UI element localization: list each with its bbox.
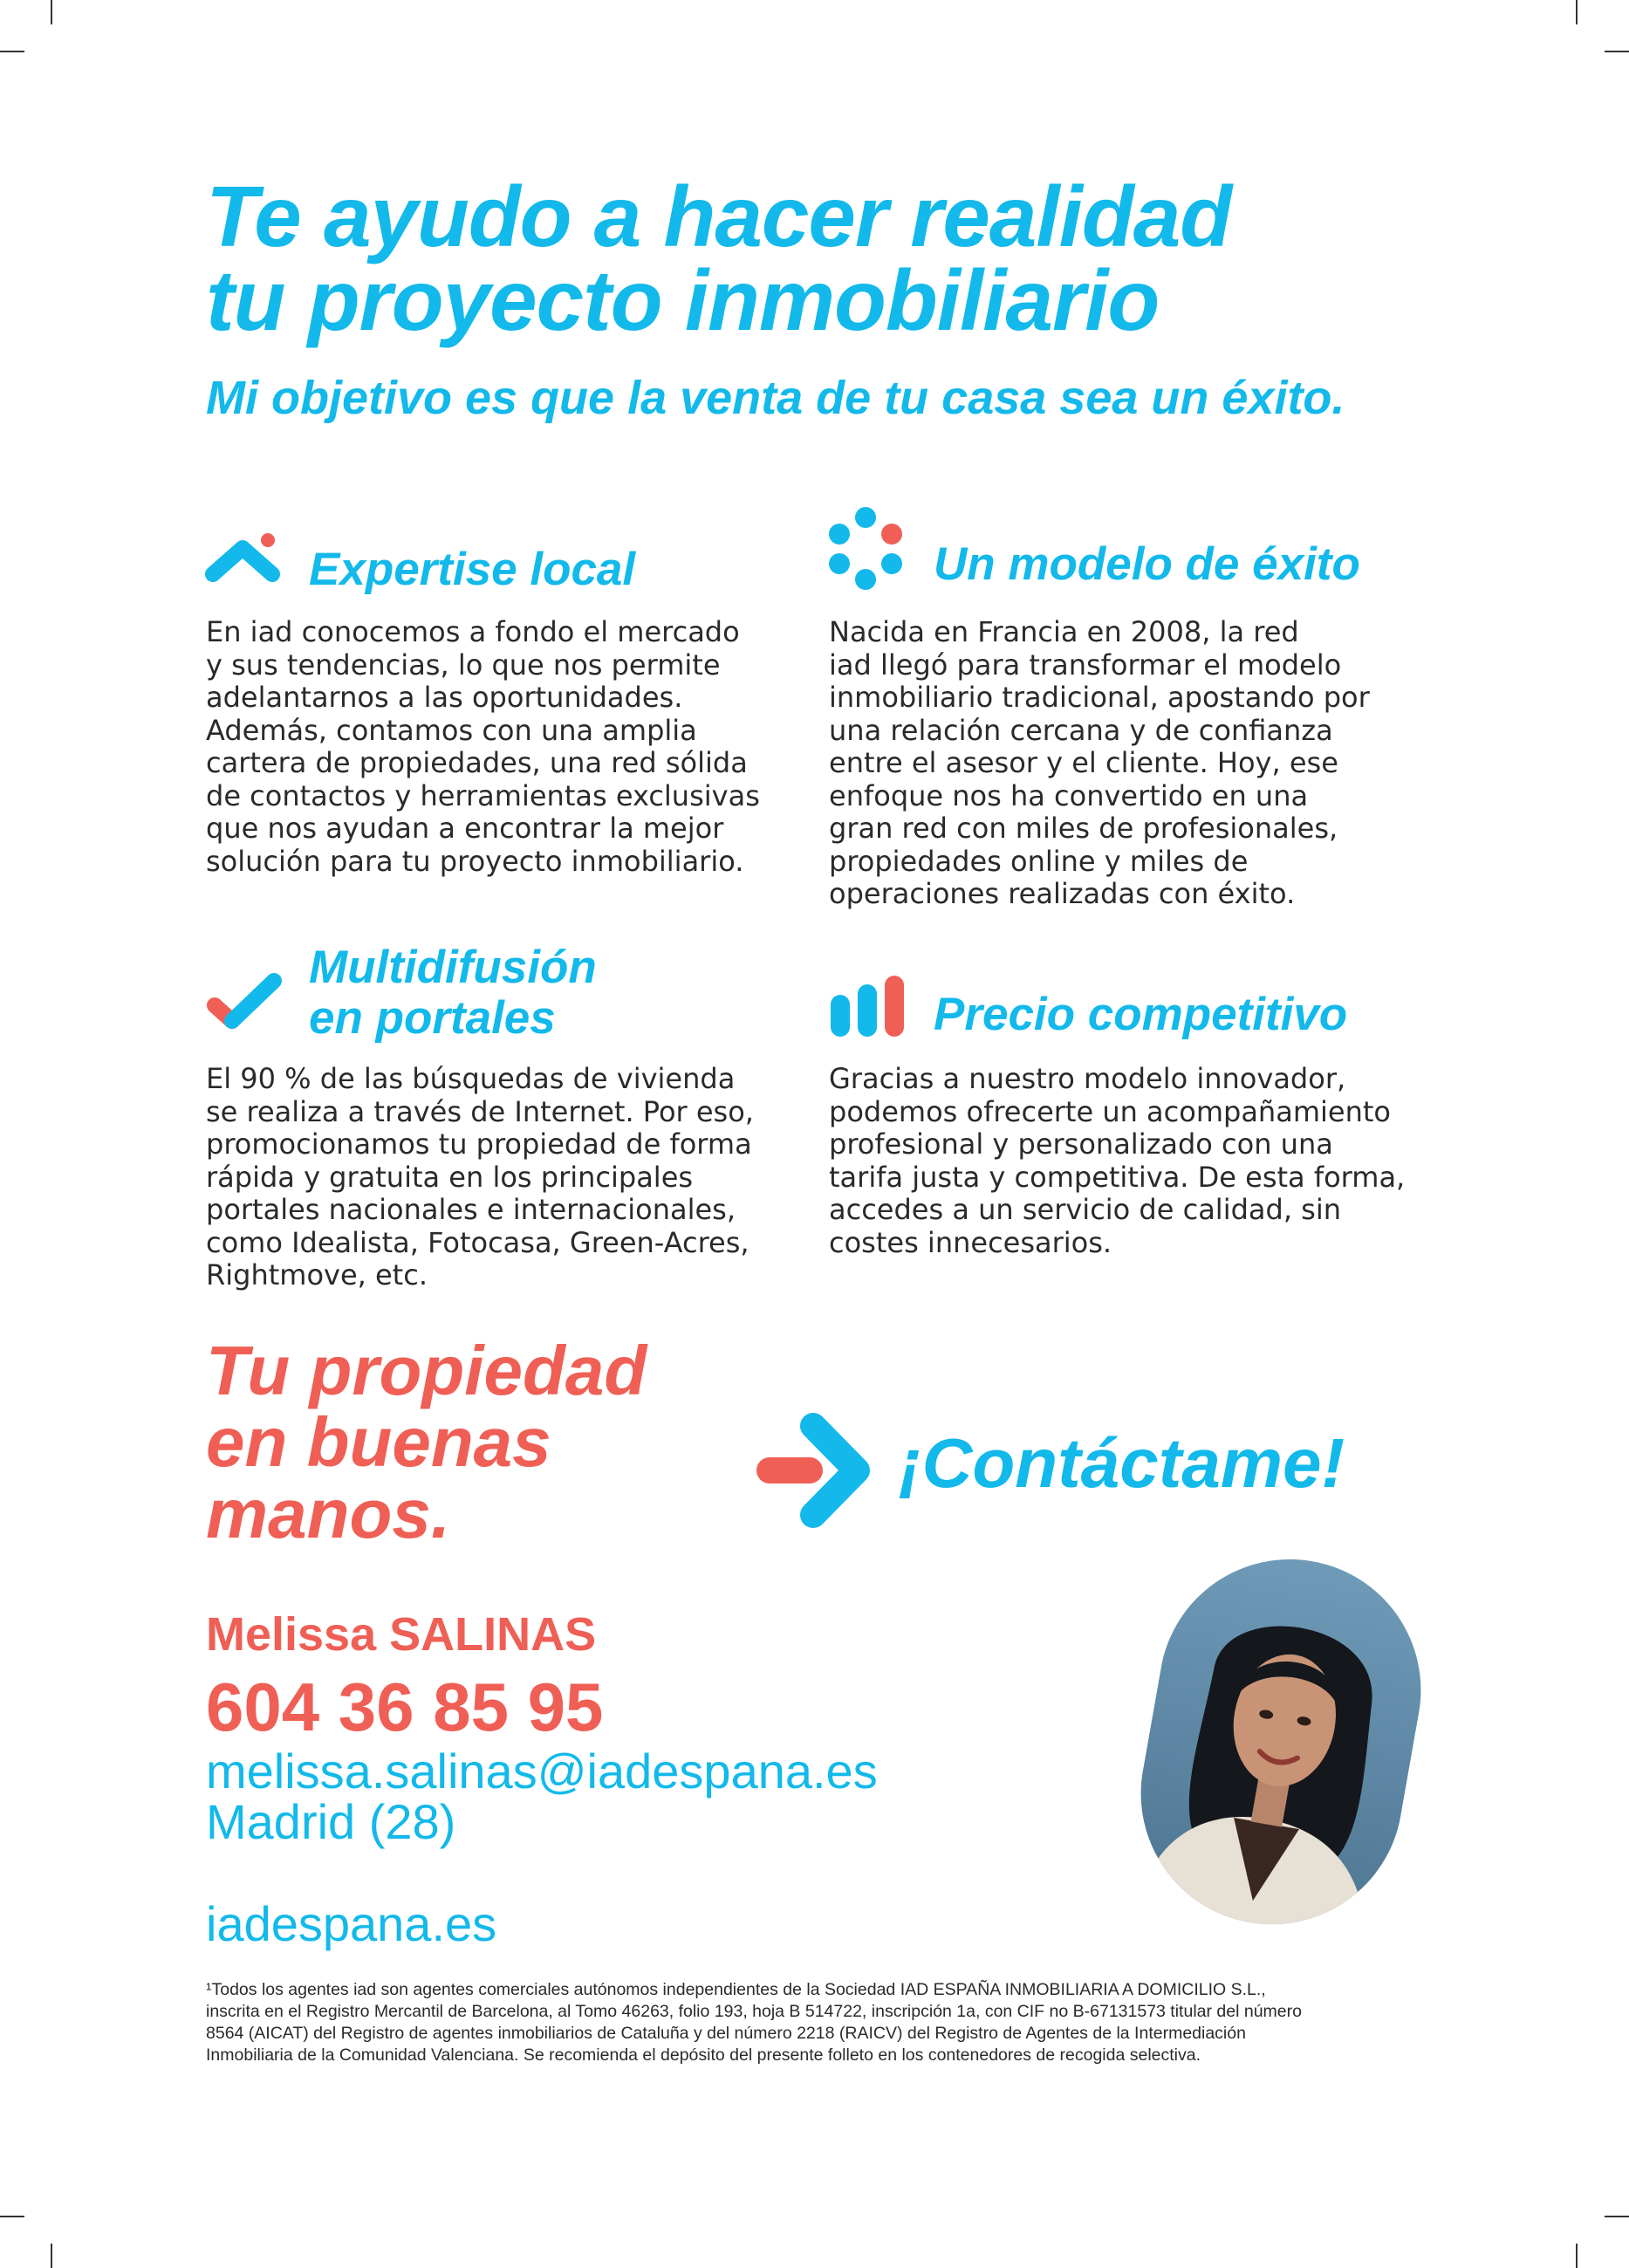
crop-mark — [0, 51, 24, 52]
chevron-up-icon — [204, 529, 283, 585]
section-title-expertise: Expertise local — [309, 544, 636, 595]
headline-line: tu proyecto inmobiliario — [206, 252, 1160, 348]
section-body-modelo — [829, 616, 1370, 911]
contact-cta[interactable]: ¡Contáctame! — [899, 1424, 1345, 1502]
body-line: Además, contamos con una amplia — [206, 713, 697, 747]
crop-mark — [1605, 51, 1629, 52]
body-line: como Idealista, Fotocasa, Green-Acres, — [206, 1225, 749, 1259]
crop-mark — [1605, 2216, 1629, 2217]
body-line: El 90 % de las búsquedas de vivienda — [206, 1062, 736, 1095]
body-line: Rightmove, etc. — [206, 1258, 428, 1292]
website-link[interactable]: iadespana.es — [206, 1896, 497, 1951]
legal-line: inscrita en el Registro Mercantil de Barcelona, al Tomo 46263, folio 193, hoja B 514722, inscripción 1a, con CIF no B-67131573 titular del número — [206, 2002, 1302, 2021]
body-line: una relación cercana y de confianza — [829, 713, 1333, 747]
section-body-expertise — [206, 616, 760, 878]
arrow-right-icon — [754, 1408, 874, 1532]
section-title-line: Multidifusión — [309, 942, 597, 993]
tagline — [206, 1332, 647, 1552]
body-line: rápida y gratuita en los principales — [206, 1160, 694, 1194]
body-line: podemos ofrecerte un acompañamiento — [829, 1094, 1391, 1128]
body-line: inmobiliario tradicional, apostando por — [829, 681, 1370, 714]
body-line: En iad conocemos a fondo el mercado — [206, 615, 740, 648]
body-line: de contactos y herramientas exclusivas — [206, 778, 760, 812]
body-line: se realiza a través de Internet. Por eso, — [206, 1094, 754, 1128]
body-line: promocionamos tu propiedad de forma — [206, 1127, 752, 1161]
section-title-multidifusion — [309, 942, 597, 1044]
body-line: tarifa justa y competitiva. De esta forma, — [829, 1160, 1406, 1194]
body-line: costes innecesarios. — [829, 1225, 1112, 1259]
body-line: iad llegó para transformar el modelo — [829, 648, 1342, 682]
crop-mark — [1576, 0, 1578, 24]
section-title-modelo: Un modelo de éxito — [934, 538, 1360, 590]
section-body-precio — [829, 1063, 1405, 1259]
headline-line: Te ayudo a hacer realidad — [206, 168, 1232, 264]
dots-circle-icon — [827, 506, 906, 593]
agent-photo — [1120, 1538, 1441, 1945]
headline — [206, 168, 1515, 348]
body-line: solución para tu proyecto inmobiliario. — [206, 844, 744, 878]
agent-name: Melissa SALINAS — [206, 1608, 597, 1661]
body-line: Nacida en Francia en 2008, la red — [829, 615, 1299, 648]
crop-mark — [1576, 2244, 1578, 2268]
agent-phone[interactable]: 604 36 85 95 — [206, 1668, 604, 1745]
body-line: portales nacionales e internacionales, — [206, 1193, 736, 1226]
legal-line: 8564 (AICAT) del Registro de agentes inmobiliarios de Cataluña y del número 2218 (RAICV) del Registro de Agentes de la Intermediación — [206, 2024, 1246, 2043]
body-line: que nos ayudan a encontrar la mejor — [206, 812, 724, 845]
section-body-multidifusion — [206, 1063, 754, 1292]
agent-city: Madrid (28) — [206, 1794, 456, 1849]
bar-chart-icon — [829, 976, 907, 1038]
legal-footnote — [206, 1979, 1427, 2066]
body-line: y sus tendencias, lo que nos permite — [206, 648, 721, 682]
tagline-line: Tu propiedad — [206, 1332, 647, 1409]
agent-email[interactable]: melissa.salinas@iadespana.es — [206, 1744, 878, 1799]
subheadline: Mi objetivo es que la venta de tu casa sea un éxito. — [206, 372, 1345, 424]
crop-mark — [51, 0, 52, 24]
agent-portrait-illustration — [1120, 1538, 1441, 1945]
body-line: operaciones realizadas con éxito. — [829, 877, 1296, 910]
body-line: Gracias a nuestro modelo innovador, — [829, 1062, 1346, 1095]
legal-line: Inmobiliaria de la Comunidad Valenciana. Se recomienda el depósito del presente folleto en los contenedores de recogida selectiva. — [206, 2045, 1201, 2065]
tagline-line: en buenas — [206, 1403, 551, 1481]
body-line: enfoque nos ha convertido en una — [829, 778, 1309, 812]
body-line: adelantarnos a las oportunidades. — [206, 681, 683, 714]
checkmark-icon — [204, 970, 284, 1033]
crop-mark — [51, 2244, 52, 2268]
section-title-precio: Precio competitivo — [934, 989, 1348, 1040]
crop-mark — [0, 2216, 24, 2217]
body-line: profesional y personalizado con una — [829, 1127, 1333, 1161]
body-line: gran red con miles de profesionales, — [829, 812, 1338, 845]
body-line: accedes a un servicio de calidad, sin — [829, 1193, 1341, 1226]
section-title-line: en portales — [309, 992, 556, 1044]
body-line: propiedades online y miles de — [829, 844, 1249, 878]
tagline-line: manos. — [206, 1475, 451, 1552]
body-line: cartera de propiedades, una red sólida — [206, 746, 748, 779]
body-line: entre el asesor y el cliente. Hoy, ese — [829, 746, 1338, 779]
legal-line: ¹Todos los agentes iad son agentes comerciales autónomos independientes de la Sociedad IAD ESPAÑA INMOBILIARIA A DOMICILIO S.L., — [206, 1980, 1266, 1999]
